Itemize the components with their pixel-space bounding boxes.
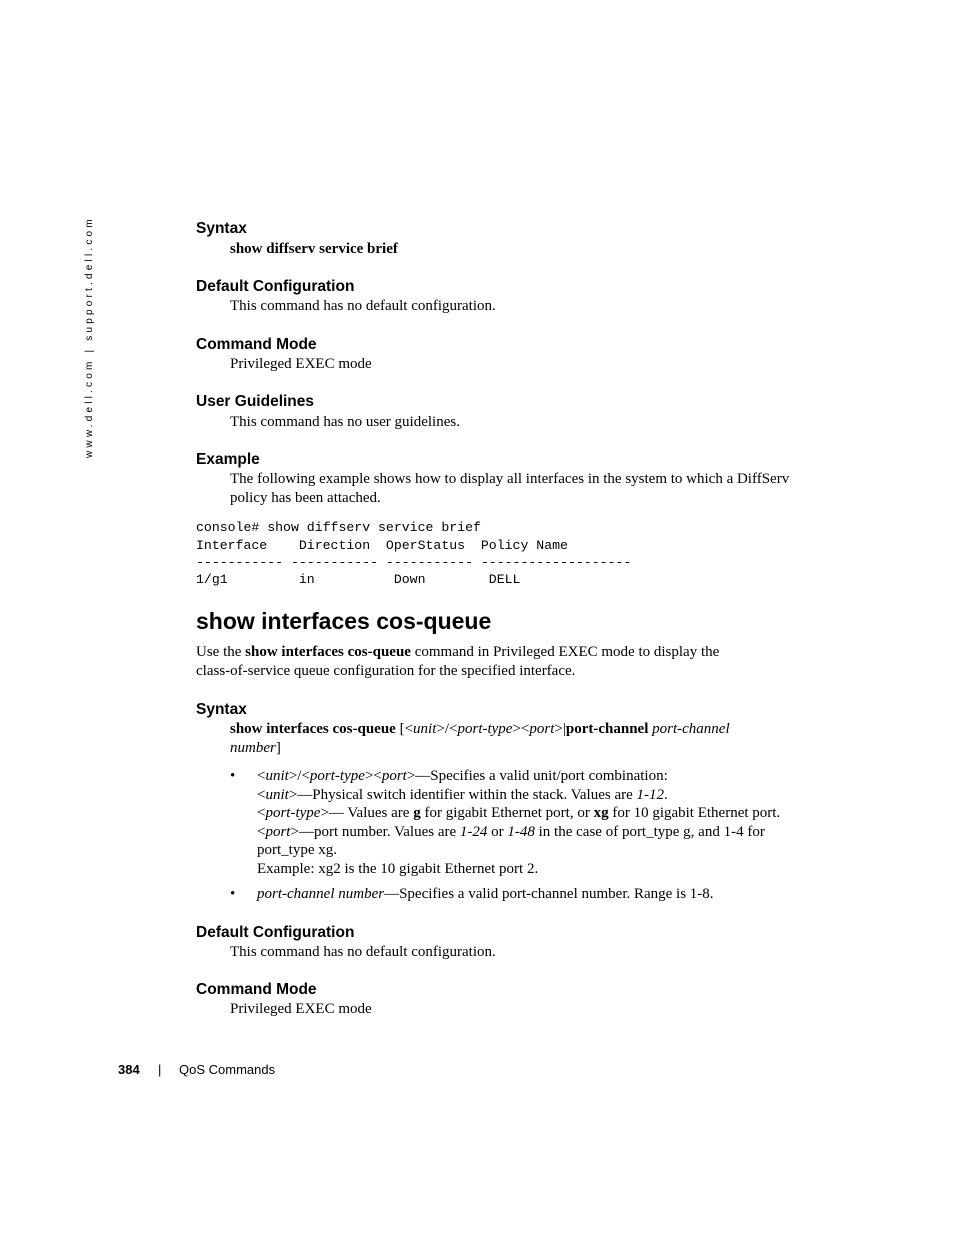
bullet-unit-port bbox=[257, 767, 780, 879]
command-mode-text: Privileged EXEC mode bbox=[230, 356, 372, 372]
default-config-text: This command has no default configuration. bbox=[230, 298, 496, 314]
bullet-marker: • bbox=[230, 886, 236, 902]
user-guidelines-heading: User Guidelines bbox=[196, 393, 315, 410]
bullet-line: <unit>—Physical switch identifier within the stack. Values are 1-12. bbox=[257, 786, 668, 803]
example-text-line-1: The following example shows how to display all interfaces in the system to which a DiffServ bbox=[230, 471, 790, 487]
default-config-heading: Default Configuration bbox=[196, 278, 355, 295]
syntax-heading-2: Syntax bbox=[196, 701, 247, 718]
default-config-heading-2: Default Configuration bbox=[196, 924, 355, 941]
code-line-1: console# show diffserv service brief bbox=[196, 520, 481, 535]
code-line-4: 1/g1 in Down DELL bbox=[196, 572, 521, 587]
footer-separator: | bbox=[158, 1062, 162, 1077]
bullet-line: <port-type>— Values are g for gigabit Ethernet port, or xg for 10 gigabit Ethernet port. bbox=[257, 805, 781, 822]
syntax-command: show diffserv service brief bbox=[230, 241, 398, 257]
footer-chapter: QoS Commands bbox=[179, 1062, 276, 1077]
command-mode-heading-2: Command Mode bbox=[196, 981, 317, 998]
intro-line-2: class-of-service queue configuration for the specified interface. bbox=[196, 663, 576, 679]
section-title: show interfaces cos-queue bbox=[196, 608, 492, 634]
bullet-port-channel: port-channel number—Specifies a valid port-channel number. Range is 1-8. bbox=[257, 886, 714, 902]
bullet-marker: • bbox=[230, 768, 236, 784]
bullet-line: Example: xg2 is the 10 gigabit Ethernet port 2. bbox=[257, 860, 539, 877]
intro-line-1: Use the show interfaces cos-queue command in Privileged EXEC mode to display the bbox=[196, 644, 720, 660]
page-number: 384 bbox=[118, 1062, 140, 1077]
default-config-text-2: This command has no default configuration. bbox=[230, 944, 496, 960]
command-mode-text-2: Privileged EXEC mode bbox=[230, 1001, 372, 1017]
syntax-line-2: number] bbox=[230, 740, 281, 756]
code-line-2: Interface Direction OperStatus Policy Name bbox=[196, 538, 568, 553]
side-url: www.dell.com | support.dell.com bbox=[84, 216, 95, 458]
code-line-3: ----------- ----------- ----------- ------------------- bbox=[196, 555, 632, 570]
command-mode-heading: Command Mode bbox=[196, 336, 317, 353]
syntax-line-1: show interfaces cos-queue [<unit>/<port-type><port>|port-channel port-channel bbox=[230, 721, 730, 737]
bullet-line: <port>—port number. Values are 1-24 or 1-48 in the case of port_type g, and 1-4 for bbox=[257, 823, 765, 840]
syntax-heading: Syntax bbox=[196, 220, 247, 237]
example-text-line-2: policy has been attached. bbox=[230, 490, 381, 506]
bullet-line: <unit>/<port-type><port>—Specifies a valid unit/port combination: bbox=[257, 768, 668, 784]
example-heading: Example bbox=[196, 451, 260, 468]
bullet-line: port_type xg. bbox=[257, 842, 337, 859]
user-guidelines-text: This command has no user guidelines. bbox=[230, 414, 460, 430]
